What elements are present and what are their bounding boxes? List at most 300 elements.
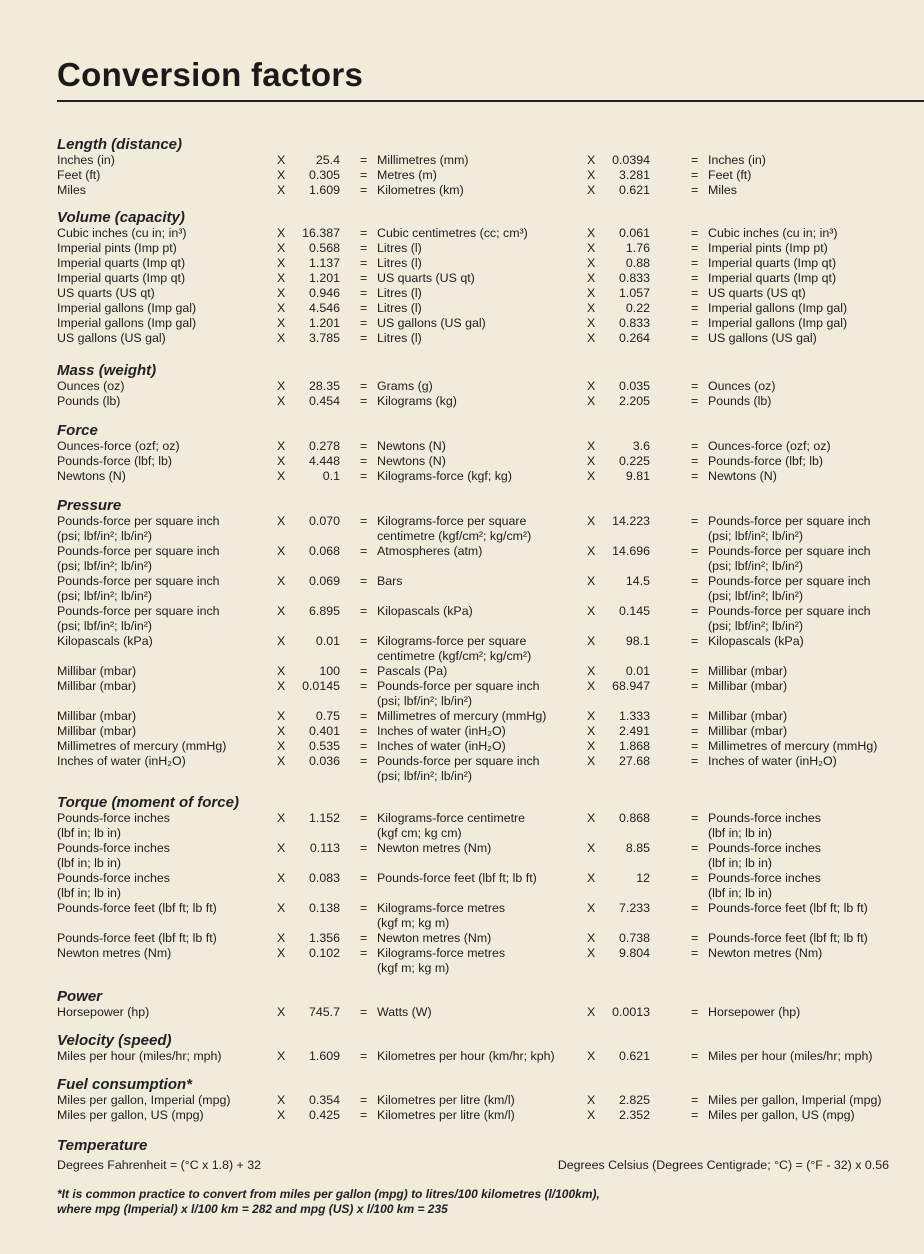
to-unit xyxy=(377,394,457,409)
conversion-row xyxy=(0,286,924,301)
equals-sign: = xyxy=(691,286,699,300)
from-unit xyxy=(57,439,180,454)
to-unit-line: Kilometres per litre (km/l) xyxy=(377,1093,515,1107)
to-unit xyxy=(377,153,469,168)
multiply-sign: X xyxy=(587,1108,596,1122)
inverse-factor-value: 2.205 xyxy=(618,394,650,408)
factor-value: 0.305 xyxy=(308,168,340,182)
back-unit xyxy=(708,709,787,724)
multiply-sign: X xyxy=(587,871,596,885)
multiply-sign: X xyxy=(277,574,286,588)
to-unit-line: centimetre (kgf/cm²; kg/cm²) xyxy=(377,529,532,543)
to-unit xyxy=(377,946,505,976)
factor-value: 1.609 xyxy=(308,183,340,197)
from-unit xyxy=(57,301,196,316)
back-unit xyxy=(708,514,871,544)
from-unit-line: Pounds-force (lbf; lb) xyxy=(57,454,173,468)
equals-sign: = xyxy=(360,153,368,167)
equals-sign: = xyxy=(360,439,368,453)
to-unit-line: Bars xyxy=(377,574,403,588)
equals-sign: = xyxy=(691,946,699,960)
multiply-sign: X xyxy=(587,709,596,723)
multiply-sign: X xyxy=(587,604,596,618)
from-unit-line: (psi; lbf/in²; lb/in²) xyxy=(57,559,153,573)
back-unit xyxy=(708,544,871,574)
equals-sign: = xyxy=(360,811,368,825)
factor-value: 0.946 xyxy=(308,286,340,300)
multiply-sign: X xyxy=(277,679,286,693)
equals-sign: = xyxy=(360,754,368,768)
from-unit xyxy=(57,514,220,544)
from-unit xyxy=(57,1005,149,1020)
to-unit xyxy=(377,724,506,739)
conversion-row xyxy=(0,604,924,634)
equals-sign: = xyxy=(691,679,699,693)
equals-sign: = xyxy=(360,1108,368,1122)
equals-sign: = xyxy=(691,709,699,723)
equals-sign: = xyxy=(360,226,368,240)
back-unit-line: (psi; lbf/in²; lb/in²) xyxy=(708,559,804,573)
multiply-sign: X xyxy=(277,331,286,345)
equals-sign: = xyxy=(360,634,368,648)
from-unit xyxy=(57,153,115,168)
inverse-factor-value: 0.0394 xyxy=(612,153,650,167)
factor-value: 0.0145 xyxy=(302,679,340,693)
back-unit-line: Kilopascals (kPa) xyxy=(708,634,804,648)
factor-value: 4.546 xyxy=(308,301,340,315)
to-unit-line: Pounds-force per square inch xyxy=(377,754,540,768)
inverse-factor-value: 0.738 xyxy=(618,931,650,945)
to-unit-line: Kilograms-force per square xyxy=(377,634,527,648)
from-unit-line: Millimetres of mercury (mmHg) xyxy=(57,739,227,753)
from-unit-line: Pounds-force per square inch xyxy=(57,514,220,528)
factor-value: 0.068 xyxy=(308,544,340,558)
footnote xyxy=(57,1187,677,1217)
back-unit-line: Pounds-force per square inch xyxy=(708,574,871,588)
back-unit-line: Pounds-force per square inch xyxy=(708,544,871,558)
page-title: Conversion factors xyxy=(57,56,364,93)
section-title: Force xyxy=(57,422,98,439)
inverse-factor-value: 0.0013 xyxy=(612,1005,650,1019)
from-unit xyxy=(57,544,220,574)
to-unit-line: Millimetres of mercury (mmHg) xyxy=(377,709,547,723)
multiply-sign: X xyxy=(277,301,286,315)
to-unit xyxy=(377,286,422,301)
multiply-sign: X xyxy=(587,514,596,528)
to-unit-line: Newton metres (Nm) xyxy=(377,841,492,855)
from-unit xyxy=(57,1049,222,1064)
equals-sign: = xyxy=(360,604,368,618)
from-unit-line: Imperial gallons (Imp gal) xyxy=(57,301,197,315)
conversion-row xyxy=(0,754,924,784)
back-unit-line: Imperial quarts (Imp qt) xyxy=(708,271,837,285)
back-unit-line: Millibar (mbar) xyxy=(708,664,788,678)
conversion-row xyxy=(0,454,924,469)
back-unit xyxy=(708,316,847,331)
conversion-row xyxy=(0,946,924,976)
multiply-sign: X xyxy=(277,454,286,468)
equals-sign: = xyxy=(360,1093,368,1107)
inverse-factor-value: 8.85 xyxy=(625,841,650,855)
equals-sign: = xyxy=(360,946,368,960)
equals-sign: = xyxy=(360,841,368,855)
factor-value: 4.448 xyxy=(308,454,340,468)
to-unit xyxy=(377,754,540,784)
to-unit xyxy=(377,469,512,484)
back-unit-line: Millibar (mbar) xyxy=(708,679,788,693)
to-unit xyxy=(377,256,422,271)
from-unit xyxy=(57,241,177,256)
factor-value: 0.568 xyxy=(308,241,340,255)
multiply-sign: X xyxy=(277,871,286,885)
conversion-row xyxy=(0,394,924,409)
from-unit-line: Newton metres (Nm) xyxy=(57,946,172,960)
from-unit-line: US gallons (US gal) xyxy=(57,331,166,345)
equals-sign: = xyxy=(691,931,699,945)
from-unit-line: Pounds-force inches xyxy=(57,811,170,825)
equals-sign: = xyxy=(691,226,699,240)
multiply-sign: X xyxy=(587,664,596,678)
to-unit-line: Pounds-force feet (lbf ft; lb ft) xyxy=(377,871,537,885)
multiply-sign: X xyxy=(587,679,596,693)
multiply-sign: X xyxy=(587,256,596,270)
conversion-row xyxy=(0,901,924,931)
equals-sign: = xyxy=(691,514,699,528)
back-unit xyxy=(708,901,868,916)
back-unit-line: Pounds-force inches xyxy=(708,811,821,825)
factor-value: 0.401 xyxy=(308,724,340,738)
inverse-factor-value: 0.061 xyxy=(618,226,650,240)
to-unit xyxy=(377,1005,432,1020)
back-unit-line: Feet (ft) xyxy=(708,168,752,182)
back-unit xyxy=(708,241,828,256)
from-unit-line: Miles per gallon, Imperial (mpg) xyxy=(57,1093,231,1107)
from-unit xyxy=(57,679,136,694)
from-unit xyxy=(57,574,220,604)
back-unit xyxy=(708,1093,882,1108)
conversion-row xyxy=(0,256,924,271)
back-unit-line: Newton metres (Nm) xyxy=(708,946,823,960)
conversion-row xyxy=(0,301,924,316)
to-unit-line: Litres (l) xyxy=(377,331,422,345)
to-unit xyxy=(377,168,437,183)
multiply-sign: X xyxy=(277,604,286,618)
equals-sign: = xyxy=(360,316,368,330)
factor-value: 0.01 xyxy=(315,634,340,648)
inverse-factor-value: 9.804 xyxy=(618,946,650,960)
multiply-sign: X xyxy=(587,544,596,558)
equals-sign: = xyxy=(360,454,368,468)
equals-sign: = xyxy=(360,469,368,483)
from-unit-line: (psi; lbf/in²; lb/in²) xyxy=(57,619,153,633)
from-unit xyxy=(57,183,86,198)
to-unit xyxy=(377,604,473,619)
multiply-sign: X xyxy=(277,514,286,528)
multiply-sign: X xyxy=(277,286,286,300)
to-unit xyxy=(377,226,528,241)
multiply-sign: X xyxy=(277,946,286,960)
inverse-factor-value: 0.833 xyxy=(618,271,650,285)
inverse-factor-value: 0.264 xyxy=(618,331,650,345)
equals-sign: = xyxy=(360,394,368,408)
multiply-sign: X xyxy=(587,168,596,182)
equals-sign: = xyxy=(691,469,699,483)
equals-sign: = xyxy=(691,271,699,285)
to-unit xyxy=(377,841,491,856)
section-title: Volume (capacity) xyxy=(57,209,185,226)
from-unit-line: Imperial quarts (Imp qt) xyxy=(57,271,186,285)
from-unit xyxy=(57,379,124,394)
multiply-sign: X xyxy=(277,724,286,738)
to-unit-line: Newton metres (Nm) xyxy=(377,931,492,945)
factor-value: 0.354 xyxy=(308,1093,340,1107)
multiply-sign: X xyxy=(277,1093,286,1107)
to-unit-line: Kilometres (km) xyxy=(377,183,464,197)
conversion-row xyxy=(0,241,924,256)
conversion-row xyxy=(0,841,924,871)
section-title: Temperature xyxy=(57,1137,148,1154)
temperature-fahrenheit-formula: Degrees Fahrenheit = (°C x 1.8) + 32 xyxy=(57,1158,261,1172)
to-unit xyxy=(377,679,540,709)
from-unit xyxy=(57,664,136,679)
from-unit xyxy=(57,811,170,841)
conversion-row xyxy=(0,739,924,754)
to-unit xyxy=(377,514,531,544)
inverse-factor-value: 0.22 xyxy=(625,301,650,315)
factor-value: 0.75 xyxy=(315,709,340,723)
multiply-sign: X xyxy=(277,256,286,270)
from-unit xyxy=(57,168,100,183)
from-unit-line: Pounds-force per square inch xyxy=(57,544,220,558)
equals-sign: = xyxy=(360,871,368,885)
inverse-factor-value: 0.868 xyxy=(618,811,650,825)
from-unit-line: Pounds-force feet (lbf ft; lb ft) xyxy=(57,901,217,915)
from-unit xyxy=(57,871,170,901)
factor-value: 745.7 xyxy=(308,1005,340,1019)
equals-sign: = xyxy=(691,439,699,453)
from-unit xyxy=(57,634,153,649)
factor-value: 0.113 xyxy=(309,841,340,855)
equals-sign: = xyxy=(691,901,699,915)
multiply-sign: X xyxy=(587,183,596,197)
equals-sign: = xyxy=(691,811,699,825)
equals-sign: = xyxy=(691,1108,699,1122)
back-unit-line: Millibar (mbar) xyxy=(708,724,788,738)
equals-sign: = xyxy=(691,168,699,182)
to-unit xyxy=(377,901,505,931)
equals-sign: = xyxy=(691,604,699,618)
equals-sign: = xyxy=(360,286,368,300)
multiply-sign: X xyxy=(277,1049,286,1063)
to-unit xyxy=(377,634,531,664)
inverse-factor-value: 14.696 xyxy=(612,544,650,558)
back-unit-line: Miles per hour (miles/hr; mph) xyxy=(708,1049,873,1063)
conversion-row xyxy=(0,634,924,664)
to-unit-line: Newtons (N) xyxy=(377,454,446,468)
from-unit xyxy=(57,754,186,769)
back-unit xyxy=(708,724,787,739)
multiply-sign: X xyxy=(587,1093,596,1107)
to-unit-line: Litres (l) xyxy=(377,286,422,300)
to-unit-line: Kilograms-force centimetre xyxy=(377,811,526,825)
multiply-sign: X xyxy=(277,901,286,915)
equals-sign: = xyxy=(691,379,699,393)
from-unit xyxy=(57,901,217,916)
equals-sign: = xyxy=(691,183,699,197)
back-unit xyxy=(708,271,836,286)
from-unit-line: Pounds-force inches xyxy=(57,841,170,855)
conversion-row xyxy=(0,574,924,604)
multiply-sign: X xyxy=(277,664,286,678)
back-unit xyxy=(708,183,737,198)
conversion-row xyxy=(0,316,924,331)
conversion-row xyxy=(0,1005,924,1020)
from-unit-line: Miles per hour (miles/hr; mph) xyxy=(57,1049,222,1063)
to-unit xyxy=(377,664,447,679)
back-unit xyxy=(708,634,804,649)
from-unit-line: Millibar (mbar) xyxy=(57,724,137,738)
multiply-sign: X xyxy=(587,1005,596,1019)
multiply-sign: X xyxy=(277,226,286,240)
factor-value: 0.138 xyxy=(308,901,340,915)
equals-sign: = xyxy=(691,664,699,678)
from-unit xyxy=(57,226,186,241)
equals-sign: = xyxy=(360,679,368,693)
equals-sign: = xyxy=(691,153,699,167)
from-unit-line: Pounds-force per square inch xyxy=(57,574,220,588)
multiply-sign: X xyxy=(277,316,286,330)
equals-sign: = xyxy=(691,634,699,648)
section-title: Pressure xyxy=(57,497,122,514)
inverse-factor-value: 0.833 xyxy=(618,316,650,330)
to-unit xyxy=(377,271,475,286)
from-unit-line: US quarts (US qt) xyxy=(57,286,155,300)
from-unit-line: (lbf in; lb in) xyxy=(57,886,122,900)
inverse-factor-value: 3.6 xyxy=(632,439,650,453)
equals-sign: = xyxy=(691,841,699,855)
conversion-row xyxy=(0,709,924,724)
conversion-row xyxy=(0,1049,924,1064)
multiply-sign: X xyxy=(277,544,286,558)
multiply-sign: X xyxy=(587,1049,596,1063)
back-unit-line: (psi; lbf/in²; lb/in²) xyxy=(708,589,804,603)
inverse-factor-value: 0.01 xyxy=(625,664,650,678)
from-unit xyxy=(57,604,220,634)
factor-value: 0.070 xyxy=(308,514,340,528)
back-unit-line: US quarts (US qt) xyxy=(708,286,806,300)
multiply-sign: X xyxy=(277,811,286,825)
back-unit-line: Pounds-force feet (lbf ft; lb ft) xyxy=(708,901,868,915)
to-unit-line: centimetre (kgf/cm²; kg/cm²) xyxy=(377,649,532,663)
back-unit xyxy=(708,153,766,168)
equals-sign: = xyxy=(691,331,699,345)
from-unit-line: Millibar (mbar) xyxy=(57,679,137,693)
back-unit-line: Inches (in) xyxy=(708,153,766,167)
to-unit-line: Litres (l) xyxy=(377,256,422,270)
from-unit-line: Imperial pints (Imp pt) xyxy=(57,241,177,255)
inverse-factor-value: 0.145 xyxy=(618,604,650,618)
conversion-row xyxy=(0,931,924,946)
factor-value: 0.454 xyxy=(308,394,340,408)
to-unit-line: Atmospheres (atm) xyxy=(377,544,483,558)
equals-sign: = xyxy=(360,1005,368,1019)
equals-sign: = xyxy=(691,241,699,255)
equals-sign: = xyxy=(691,724,699,738)
to-unit-line: Kilograms-force (kgf; kg) xyxy=(377,469,512,483)
to-unit xyxy=(377,301,422,316)
back-unit xyxy=(708,226,837,241)
multiply-sign: X xyxy=(587,439,596,453)
to-unit xyxy=(377,871,537,886)
multiply-sign: X xyxy=(277,183,286,197)
conversion-row xyxy=(0,1093,924,1108)
equals-sign: = xyxy=(691,1093,699,1107)
to-unit xyxy=(377,1049,555,1064)
back-unit-line: (lbf in; lb in) xyxy=(708,826,773,840)
back-unit-line: Inches of water (inH₂O) xyxy=(708,754,837,768)
multiply-sign: X xyxy=(587,811,596,825)
multiply-sign: X xyxy=(587,754,596,768)
to-unit xyxy=(377,709,546,724)
back-unit xyxy=(708,931,868,946)
back-unit xyxy=(708,754,837,769)
back-unit-line: Miles per gallon, Imperial (mpg) xyxy=(708,1093,882,1107)
to-unit-line: Grams (g) xyxy=(377,379,433,393)
multiply-sign: X xyxy=(587,634,596,648)
from-unit-line: Cubic inches (cu in; in³) xyxy=(57,226,187,240)
equals-sign: = xyxy=(360,544,368,558)
from-unit xyxy=(57,724,136,739)
from-unit-line: Kilopascals (kPa) xyxy=(57,634,153,648)
multiply-sign: X xyxy=(277,634,286,648)
to-unit xyxy=(377,1108,515,1123)
factor-value: 0.278 xyxy=(308,439,340,453)
to-unit xyxy=(377,241,422,256)
section-title: Velocity (speed) xyxy=(57,1032,172,1049)
to-unit xyxy=(377,931,491,946)
from-unit xyxy=(57,454,172,469)
inverse-factor-value: 2.825 xyxy=(618,1093,650,1107)
multiply-sign: X xyxy=(587,286,596,300)
back-unit-line: Horsepower (hp) xyxy=(708,1005,801,1019)
factor-value: 0.069 xyxy=(308,574,340,588)
to-unit-line: Newtons (N) xyxy=(377,439,446,453)
equals-sign: = xyxy=(360,664,368,678)
back-unit xyxy=(708,256,836,271)
back-unit-line: Cubic inches (cu in; in³) xyxy=(708,226,838,240)
multiply-sign: X xyxy=(587,241,596,255)
from-unit-line: Millibar (mbar) xyxy=(57,664,137,678)
inverse-factor-value: 14.223 xyxy=(612,514,650,528)
equals-sign: = xyxy=(360,514,368,528)
multiply-sign: X xyxy=(587,841,596,855)
to-unit-line: Pounds-force per square inch xyxy=(377,679,540,693)
from-unit-line: Pounds (lb) xyxy=(57,394,121,408)
to-unit xyxy=(377,439,446,454)
multiply-sign: X xyxy=(587,454,596,468)
back-unit-line: Pounds-force feet (lbf ft; lb ft) xyxy=(708,931,868,945)
multiply-sign: X xyxy=(587,331,596,345)
back-unit xyxy=(708,1005,800,1020)
back-unit-line: US gallons (US gal) xyxy=(708,331,817,345)
to-unit-line: Kilometres per hour (km/hr; kph) xyxy=(377,1049,555,1063)
back-unit-line: Pounds-force inches xyxy=(708,841,821,855)
temperature-celsius-formula: Degrees Celsius (Degrees Centigrade; °C) = (°F - 32) x 0.56 xyxy=(557,1158,889,1172)
back-unit xyxy=(708,841,821,871)
conversion-row xyxy=(0,183,924,198)
factor-value: 0.1 xyxy=(322,469,340,483)
to-unit xyxy=(377,544,482,559)
